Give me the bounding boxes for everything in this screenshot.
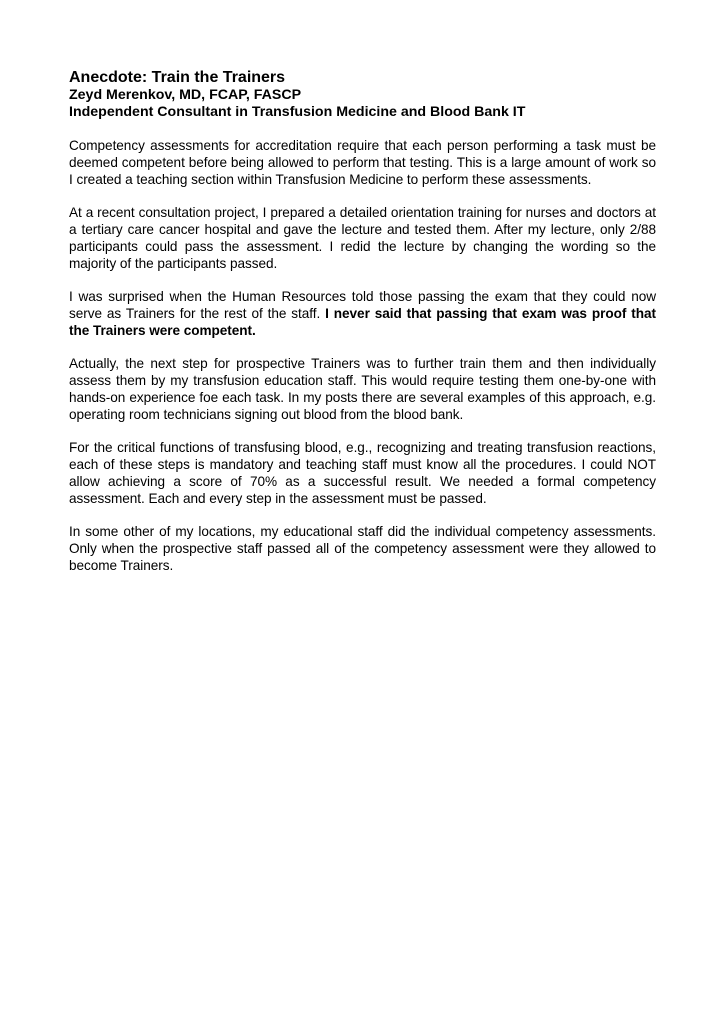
paragraph-text: Actually, the next step for prospective Trainers was to further train them and then individually assess them by my transfusion education staff. This would require testing them one-by-one with hands-on experience foe each task. In my posts there are several examples of this approach, e.g. operating room technicians signing out blood from the blood bank. bbox=[69, 356, 656, 422]
paragraph-text: Competency assessments for accreditation require that each person performing a task must be deemed competent before being allowed to perform that testing. This is a large amount of work so I created a teaching section within Transfusion Medicine to perform these assessments. bbox=[69, 138, 656, 187]
paragraph-2 bbox=[69, 205, 656, 272]
paragraph-text: At a recent consultation project, I prepared a detailed orientation training for nurses and doctors at a tertiary care cancer hospital and gave the lecture and tested them. After my lecture, only 2/88 participants could pass the assessment. I redid the lecture by changing the wording so the majority of the participants passed. bbox=[69, 205, 656, 271]
paragraph-6 bbox=[69, 524, 656, 574]
paragraph-text: I was surprised when the Human Resources told those passing the exam that they could now serve as Trainers for the rest of the staff. bbox=[69, 289, 656, 321]
paragraph-5 bbox=[69, 440, 656, 507]
document-body bbox=[69, 138, 656, 575]
document-header bbox=[69, 68, 656, 121]
paragraph-text: For the critical functions of transfusing blood, e.g., recognizing and treating transfusion reactions, each of these steps is mandatory and teaching staff must know all the procedures. I could NOT allow achieving a score of 70% as a successful result. We needed a formal competency assessment. Each and every step in the assessment must be passed. bbox=[69, 440, 656, 506]
paragraph-3 bbox=[69, 289, 656, 339]
paragraph-1 bbox=[69, 138, 656, 188]
document-page bbox=[69, 68, 656, 592]
document-title: Anecdote: Train the Trainers bbox=[69, 69, 286, 86]
author-affiliation: Independent Consultant in Transfusion Medicine and Blood Bank IT bbox=[69, 104, 526, 120]
paragraph-text: In some other of my locations, my educational staff did the individual competency assessments. Only when the prospective staff passed all of the competency assessment were they allowed to become Trainers. bbox=[69, 524, 656, 573]
emphasized-statement: I never said that passing that exam was proof that the Trainers were competent. bbox=[69, 305, 656, 338]
author-name: Zeyd Merenkov, MD, FCAP, FASCP bbox=[69, 87, 302, 103]
paragraph-4 bbox=[69, 356, 656, 423]
